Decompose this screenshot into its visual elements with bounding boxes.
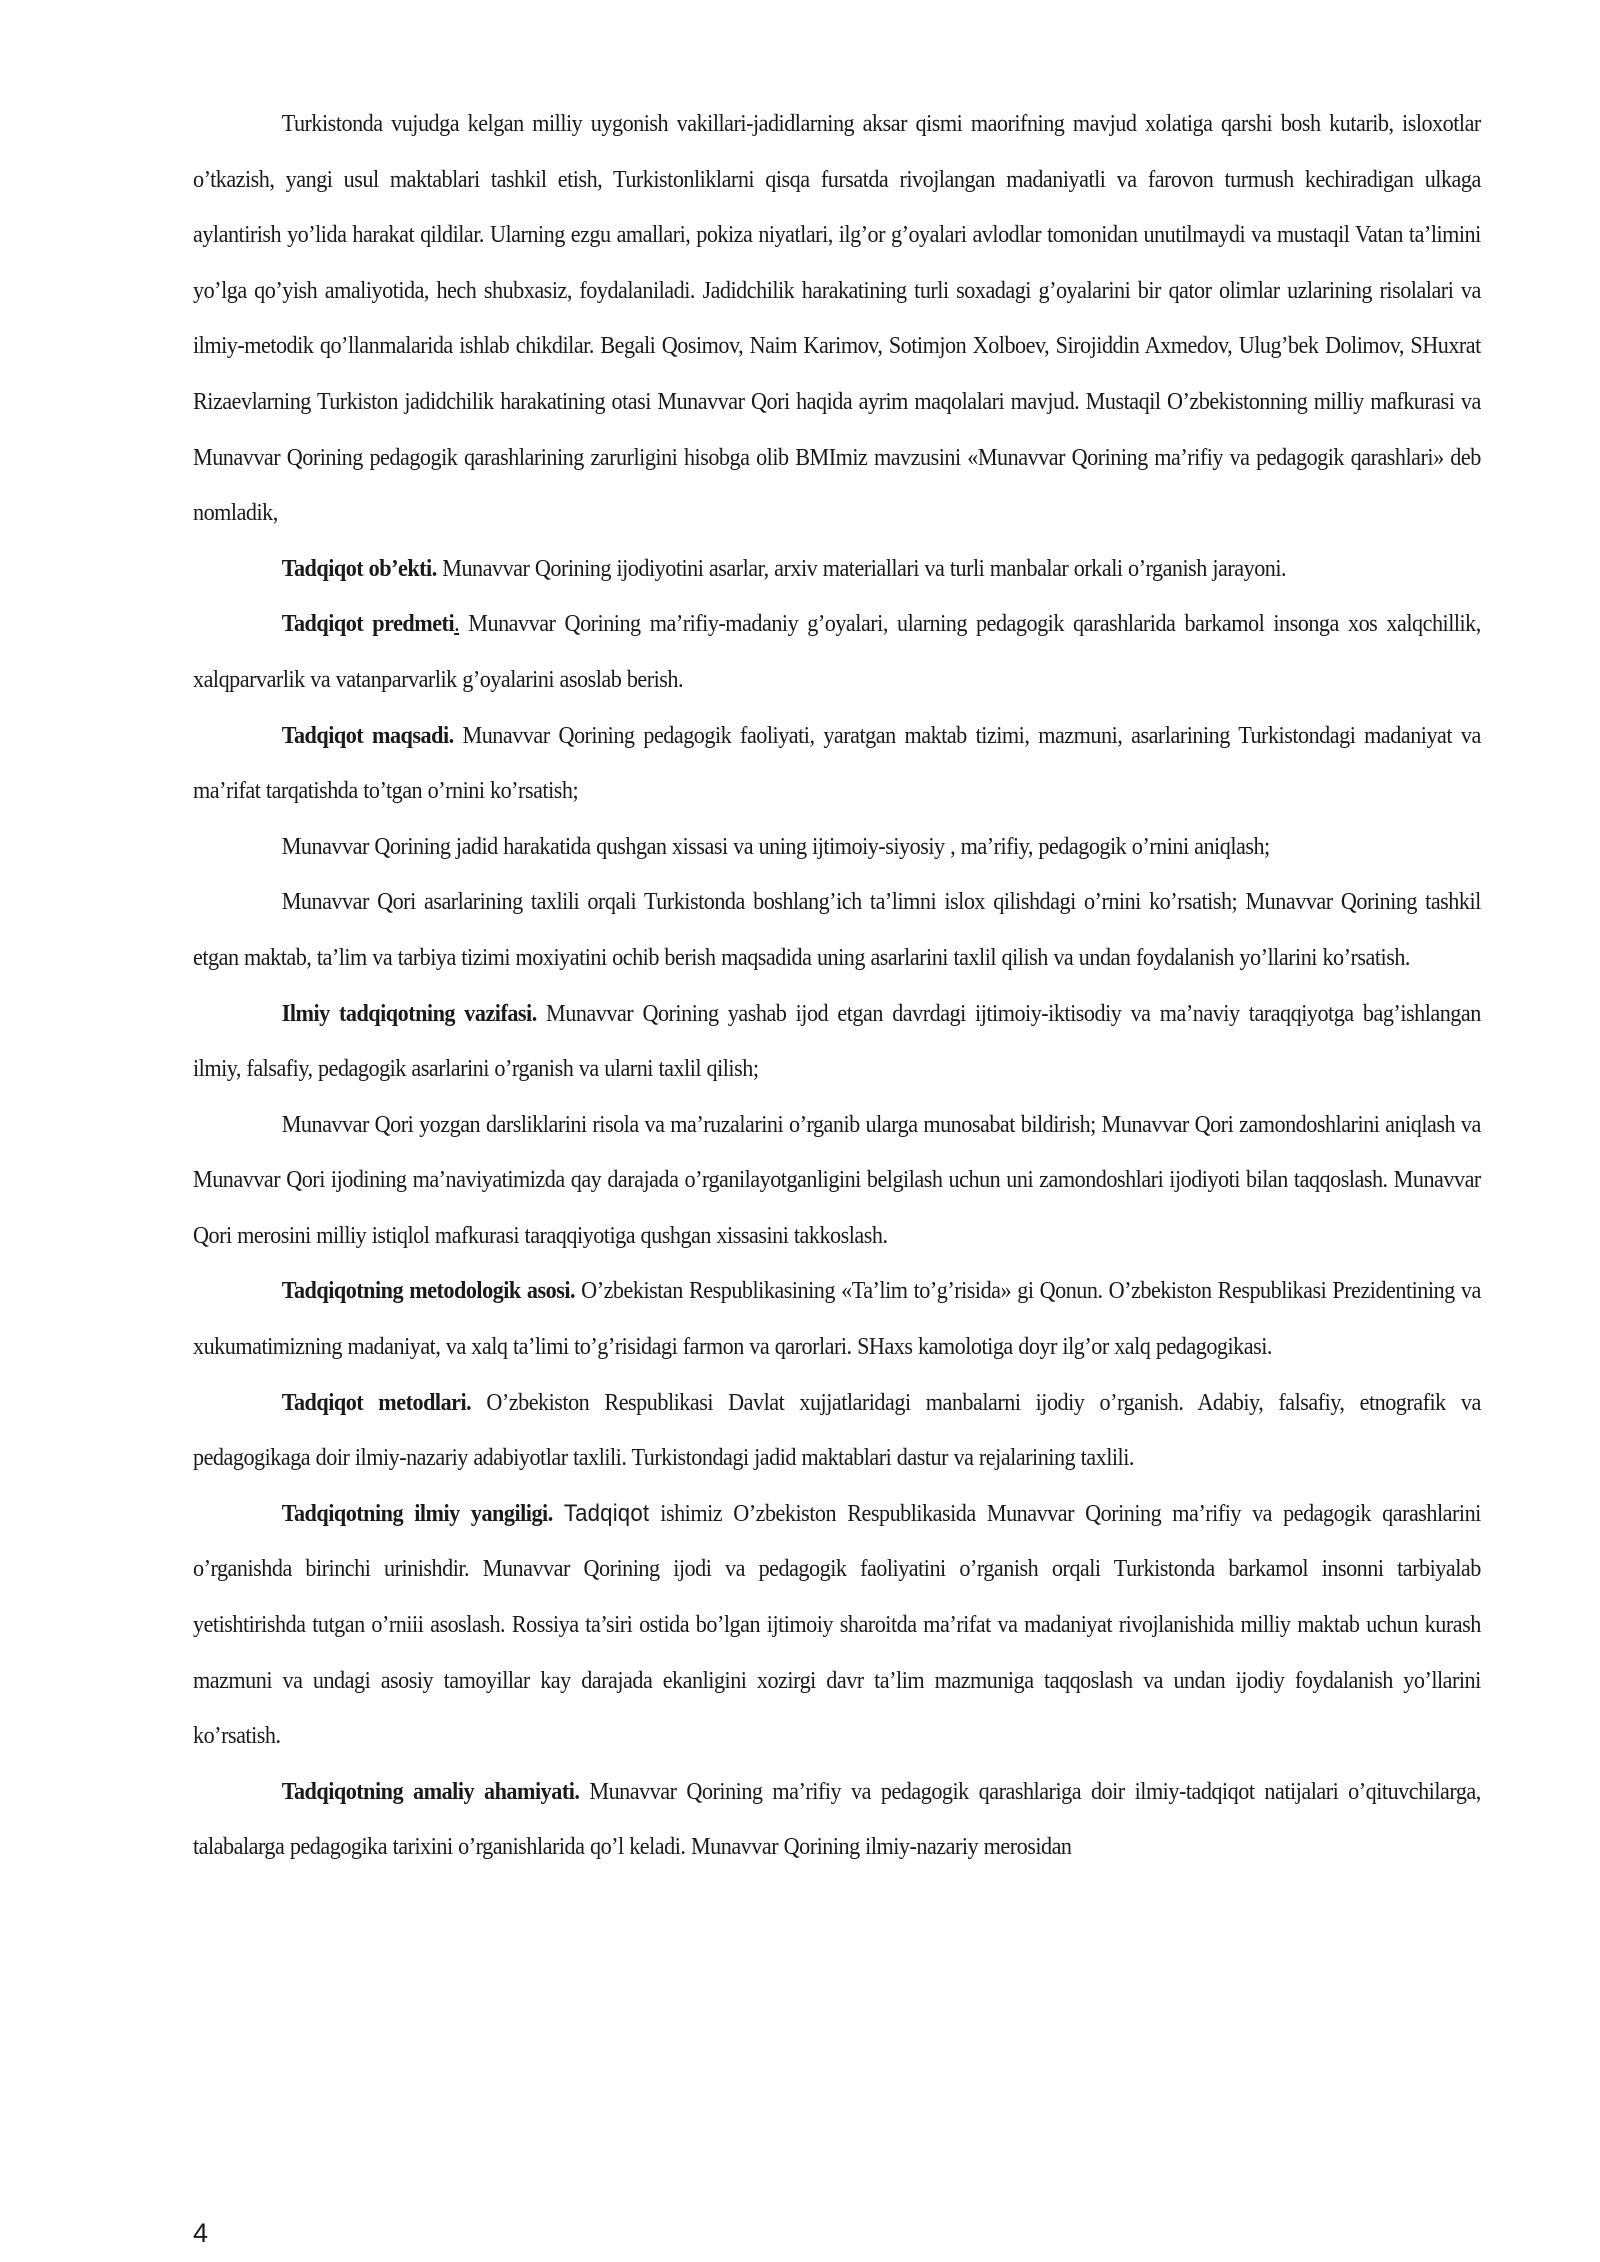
research-object-paragraph <box>193 541 1481 597</box>
paragraph-text: Munavvar Qorining pedagogik faoliyati, yaratgan maktab tizimi, mazmuni, asarlarining Turkistondagi madaniyat va ma’rifat tarqatishda to’tgan o’rnini ko’rsatish; <box>193 721 1481 805</box>
goal-item-paragraph <box>193 819 1481 875</box>
sans-word: Tadqiqot <box>563 1499 650 1527</box>
paragraph-text: ishimiz O’zbekiston Respublikasida Munavvar Qorining ma’rifiy va pedagogik qarashlarini o’rganishda birinchi urinishdir. Munavvar Qorining ijodi va pedagogik faoliyatini o’rganish orqali Turkistonda barkamol insonni tarbiyalab yetishtirishda tutgan o’rniii asoslash. Rossiya ta’siri ostida bo’lgan ijtimoiy sharoitda ma’rifat va madaniyat rivojlanishida milliy maktab uchun kurash mazmuni va undagi asosiy tamoyillar kay darajada ekanligini xozirgi davr ta’lim mazmuniga taqqoslash va undan ijodiy foydalanish yo’llarini ko’rsatish. <box>193 1499 1481 1750</box>
intro-paragraph <box>193 96 1481 541</box>
paragraph-heading: Tadqiqotning metodologik asosi. <box>281 1277 576 1305</box>
paragraph-text: Munavvar Qori asarlarining taxlili orqali Turkistonda boshlang’ich ta’limni islox qilishdagi o’rnini ko’rsatish; Munavvar Qorining tashkil etgan maktab, ta’lim va tarbiya tizimi moxiyatini ochib berish maqsadida uning asarlarini taxlil qilish va undan foydalanish yo’llarini ko’rsatish. <box>193 888 1481 971</box>
scientific-novelty-paragraph <box>193 1486 1481 1764</box>
paragraph-text: Munavvar Qorining ijodiyotini asarlar, arxiv materiallari va turli manbalar orkali o’rganish jarayoni. <box>436 554 1287 582</box>
goal-item-paragraph <box>193 874 1481 985</box>
practical-significance-paragraph <box>193 1764 1481 1875</box>
research-goal-paragraph <box>193 708 1481 819</box>
research-subject-paragraph <box>193 596 1481 707</box>
paragraph-text: Munavvar Qorining jadid harakatida qushgan xissasi va uning ijtimoiy-siyosiy , ma’rifiy, pedagogik o’rnini aniqlash; <box>281 832 1270 860</box>
paragraph-heading: Tadqiqot predmeti <box>281 610 455 638</box>
paragraph-heading: Tadqiqotning amaliy ahamiyati. <box>281 1777 580 1805</box>
paragraph-heading: Tadqiqotning ilmiy yangiligi. <box>281 1499 553 1527</box>
paragraph-text: Munavvar Qori yozgan darsliklarini risola va ma’ruzalarini o’rganib ularga munosabat bildirish; Munavvar Qori zamondoshlarini aniqlash va Munavvar Qori ijodining ma’naviyatimizda qay darajada o’rganilayotganligini belgilash uchun uni zamondoshlari ijodiyoti bilan taqqoslash. Munavvar Qori merosini milliy istiqlol mafkurasi taraqqiyotiga qushgan xissasini takkoslash. <box>193 1110 1481 1249</box>
paragraph-heading: Tadqiqot metodlari. <box>281 1388 472 1416</box>
research-tasks-paragraph <box>193 986 1481 1097</box>
paragraph-text: Munavvar Qorining ma’rifiy va pedagogik qarashlariga doir ilmiy-tadqiqot natijalari o’qituvchilarga, talabalarga pedagogika tarixini o’rganishlarida qo’l keladi. Munavvar Qorining ilmiy-nazariy merosidan <box>193 1777 1481 1861</box>
research-methods-paragraph <box>193 1375 1481 1486</box>
paragraph-heading: Tadqiqot ob’ekti. <box>281 554 437 582</box>
heading-period: . <box>454 610 460 638</box>
page-number: 4 <box>193 2218 209 2248</box>
task-item-paragraph <box>193 1097 1481 1264</box>
document-body <box>193 96 1481 1875</box>
paragraph-text: Munavvar Qorining ma’rifiy-madaniy g’oyalari, ularning pedagogik qarashlarida barkamol insonga xos xalqchillik, xalqparvarlik va vatanparvarlik g’oyalarini asoslab berish. <box>193 610 1481 693</box>
paragraph-text: Munavvar Qorining yashab ijod etgan davrdagi ijtimoiy-iktisodiy va ma’naviy taraqqiyotga bag’ishlangan ilmiy, falsafiy, pedagogik asarlarini o’rganish va ularni taxlil qilish; <box>193 999 1481 1083</box>
paragraph-text: Turkistonda vujudga kelgan milliy uygonish vakillari-jadidlarning aksar qismi maorifning mavjud xolatiga qarshi bosh kutarib, isloxotlar o’tkazish, yangi usul maktablari tashkil etish, Turkistonliklarni qisqa fursatda rivojlangan madaniyatli va farovon turmush kechiradigan ulkaga aylantirish yo’lida harakat qildilar. Ularning ezgu amallari, pokiza niyatlari, ilg’or g’oyalari avlodlar tomonidan unutilmaydi va mustaqil Vatan ta’limini yo’lga qo’yish amaliyotida, hech shubxasiz, foydalaniladi. Jadidchilik harakatining turli soxadagi g’oyalarini bir qator olimlar uzlarining risolalari va ilmiy-metodik qo’llanmalarida ishlab chikdilar. Begali Qosimov, Naim Karimov, Sotimjon Xolboev, Sirojiddin Axmedov, Ulug’bek Dolimov, SHuxrat Rizaevlarning Turkiston jadidchilik harakatining otasi Munavvar Qori haqida ayrim maqolalari mavjud. Mustaqil O’zbekistonning milliy mafkurasi va Munavvar Qorining pedagogik qarashlarining zarurligini hisobga olib BMImiz mavzusini «Munavvar Qorining ma’rifiy va pedagogik qarashlari» deb nomladik, <box>193 110 1481 527</box>
paragraph-text: O’zbekistan Respublikasining «Ta’lim to’g’risida» gi Qonun. O’zbekiston Respublikasi Prezidentining va xukumatimizning madaniyat, va xalq ta’limi to’g’risidagi farmon va qarorlari. SHaxs kamolotiga doyr ilg’or xalq pedagogikasi. <box>193 1277 1481 1361</box>
methodological-basis-paragraph <box>193 1263 1481 1374</box>
paragraph-text: O’zbekiston Respublikasi Davlat xujjatlaridagi manbalarni ijodiy o’rganish. Adabiy, falsafiy, etnografik va pedagogikaga doir ilmiy-nazariy adabiyotlar taxlili. Turkistondagi jadid maktablari dastur va rejalarining taxlili. <box>193 1388 1481 1472</box>
paragraph-heading: Ilmiy tadqiqotning vazifasi. <box>281 999 537 1027</box>
paragraph-heading: Tadqiqot maqsadi. <box>281 721 454 749</box>
